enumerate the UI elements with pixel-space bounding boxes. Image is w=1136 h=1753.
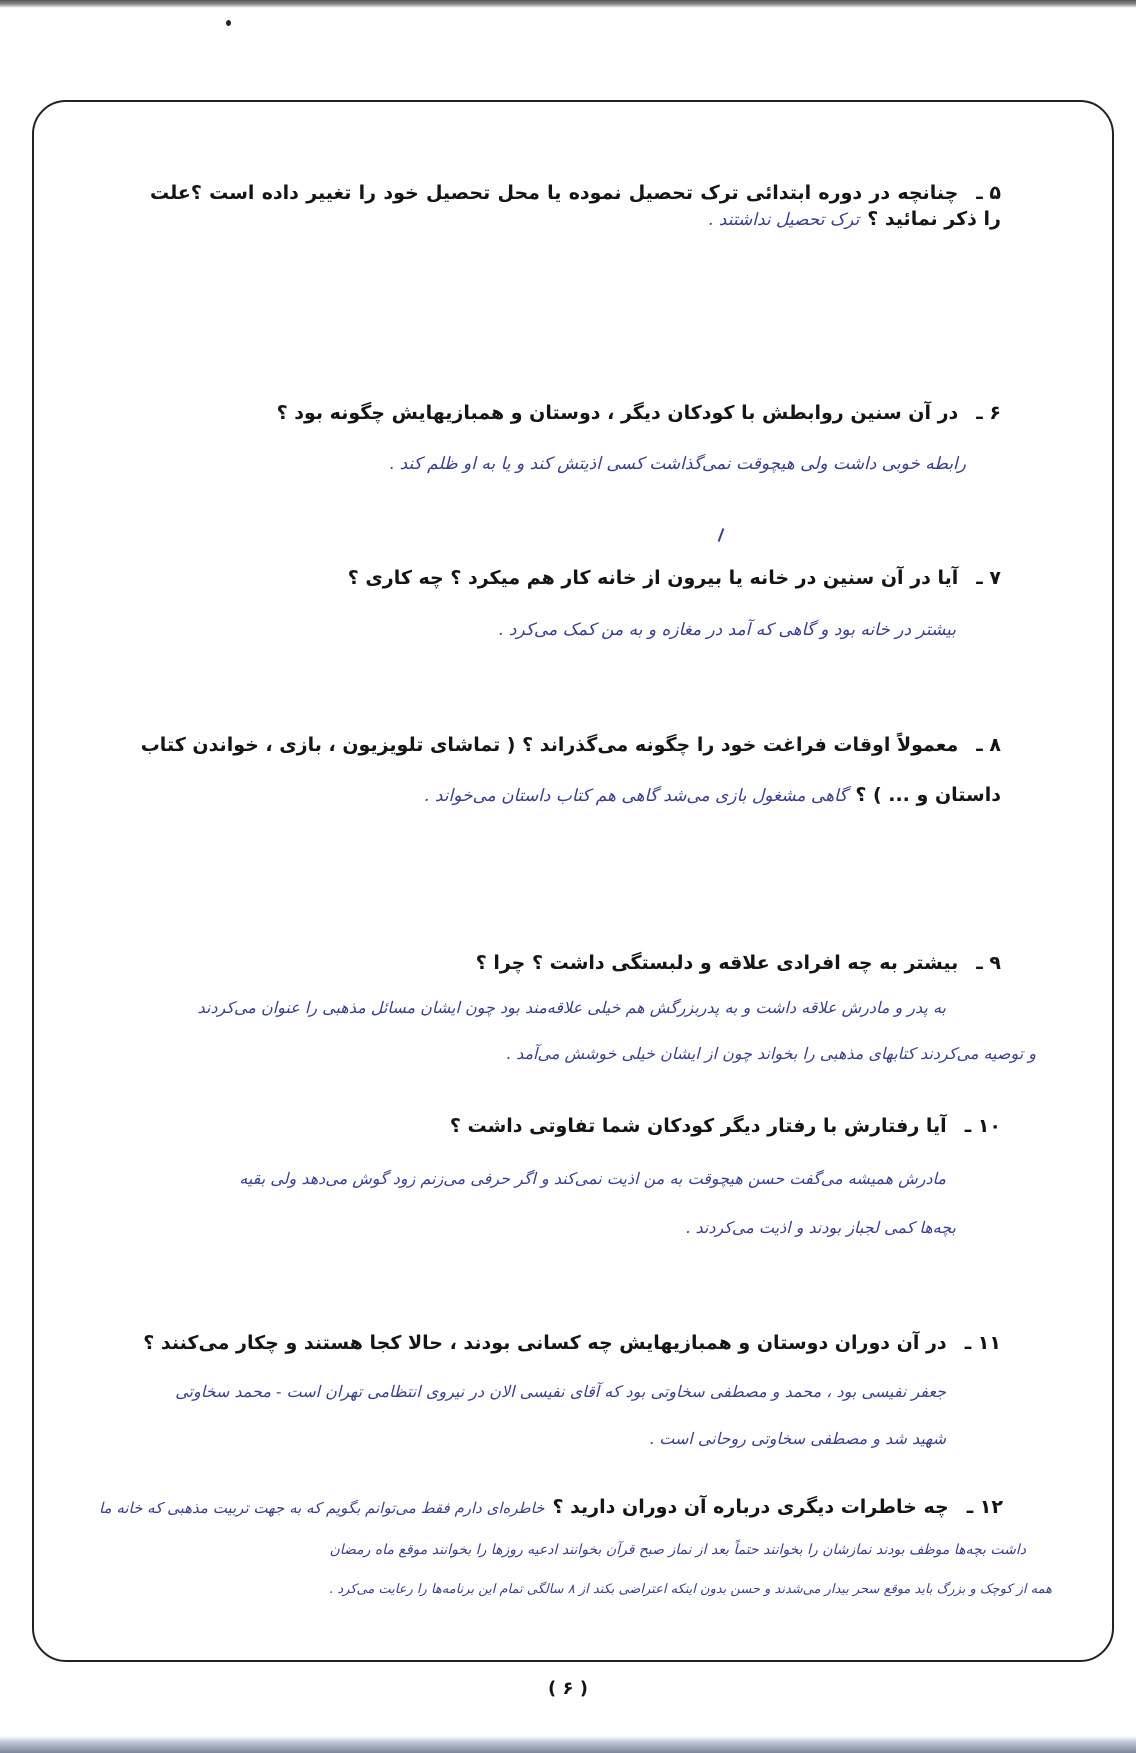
scan-bottom-edge (0, 1736, 1136, 1753)
question-6-number: ۶ ـ (976, 402, 1001, 424)
answer-5: ترک تحصیل نداشتند . (707, 210, 860, 230)
question-7-number: ۷ ـ (976, 567, 1001, 589)
answer-11-line2: شهید شد و مصطفی سخاوتی روحانی است . (649, 1429, 946, 1448)
scan-speck (226, 20, 231, 26)
scan-top-edge (0, 0, 1136, 8)
answer-12-line1: خاطره‌ای دارم فقط می‌توانم بگویم که به جهت تربیت مذهبی که خانه ما (98, 1499, 545, 1517)
question-11-number: ۱۱ ـ (964, 1332, 1001, 1354)
question-8-text-line1: معمولاً اوقات فراغت خود را چگونه می‌گذراند ؟ ( تماشای تلویزیون ، بازی ، خواندن کتاب (140, 734, 959, 756)
question-11 (143, 1330, 1001, 1356)
question-5-text: چنانچه در دوره ابتدائی ترک تحصیل نموده یا محل تحصیل خود را تغییر داده است ؟علت را ذکر نمائید ؟ (150, 182, 1001, 230)
page-number: ( ۶ ) (548, 1678, 588, 1699)
question-11-text: در آن دوران دوستان و همبازیهایش چه کسانی بودند ، حالا کجا هستند و چکار می‌کنند ؟ (143, 1332, 947, 1354)
answer-9-line2: و توصیه می‌کردند کتابهای مذهبی را بخواند چون از ایشان خیلی خوشش می‌آمد . (505, 1044, 1036, 1063)
page-border-frame (32, 100, 1114, 1662)
question-8 (140, 732, 1001, 758)
question-7-text: آیا در آن سنین در خانه یا بیرون از خانه کار هم میکرد ؟ چه کاری ؟ (347, 567, 959, 589)
question-12 (99, 1494, 1003, 1521)
answer-10-line2: بچه‌ها کمی لجباز بودند و اذیت می‌کردند . (685, 1218, 956, 1237)
answer-10-line1: مادرش همیشه می‌گفت حسن هیچوقت به من اذیت نمی‌کند و اگر حرفی می‌زنم زود گوش می‌دهد ولی بقیه (239, 1169, 946, 1188)
answer-8: گاهی مشغول بازی می‌شد گاهی هم کتاب داستان می‌خواند . (424, 786, 848, 806)
question-10-number: ۱۰ ـ (964, 1115, 1001, 1137)
question-6 (277, 400, 1001, 426)
answer-9-line1: به پدر و مادرش علاقه داشت و به پدربزرگش هم خیلی علاقه‌مند بود چون ایشان مسائل مذهبی را عنوان می‌کردند (197, 998, 946, 1017)
question-8-line2 (424, 782, 1001, 809)
answer-12-line3: همه از کوچک و بزرگ باید موقع سحر بیدار می‌شدند و حسن بدون اینکه اعتراضی بکند از ۸ سالگی تمام این برنامه‌ها را رعایت می‌کرد . (329, 1582, 1052, 1597)
answer-6: رابطه خوبی داشت ولی هیچوقت نمی‌گذاشت کسی اذیتش کند و یا به او ظلم کند . (388, 454, 966, 474)
answer-11-line1: جعفر نفیسی بود ، محمد و مصطفی سخاوتی بود که آقای نفیسی الان در نیروی انتظامی تهران است - محمد سخاوتی (175, 1382, 946, 1401)
question-12-text: چه خاطرات دیگری درباره آن دوران دارید ؟ (552, 1496, 949, 1518)
question-10-text: آیا رفتارش با رفتار دیگر کودکان شما تفاوتی داشت ؟ (449, 1115, 947, 1137)
question-6-text: در آن سنین روابطش با کودکان دیگر ، دوستان و همبازیهایش چگونه بود ؟ (276, 402, 959, 424)
answer-7: بیشتر در خانه بود و گاهی که آمد در مغازه و به من کمک می‌کرد . (498, 620, 956, 640)
question-12-number: ۱۲ ـ (966, 1496, 1003, 1518)
question-7 (348, 565, 1001, 591)
question-9-text: بیشتر به چه افرادی علاقه و دلبستگی داشت ؟ چرا ؟ (475, 952, 959, 974)
question-9 (476, 950, 1001, 976)
question-8-text-line2: داستان و ... ) ؟ (855, 784, 1001, 806)
question-5-number: ۵ ـ (976, 182, 1001, 204)
question-9-number: ۹ ـ (976, 952, 1001, 974)
question-8-number: ۸ ـ (976, 734, 1001, 756)
answer-12-line2: داشت بچه‌ها موظف بودند نمازشان را بخوانند حتماً بعد از نماز صبح قرآن بخوانند ادعیه روزها را بخوانند موقع ماه رمضان (329, 1542, 1026, 1558)
question-5 (150, 180, 1001, 233)
question-10 (450, 1113, 1001, 1139)
